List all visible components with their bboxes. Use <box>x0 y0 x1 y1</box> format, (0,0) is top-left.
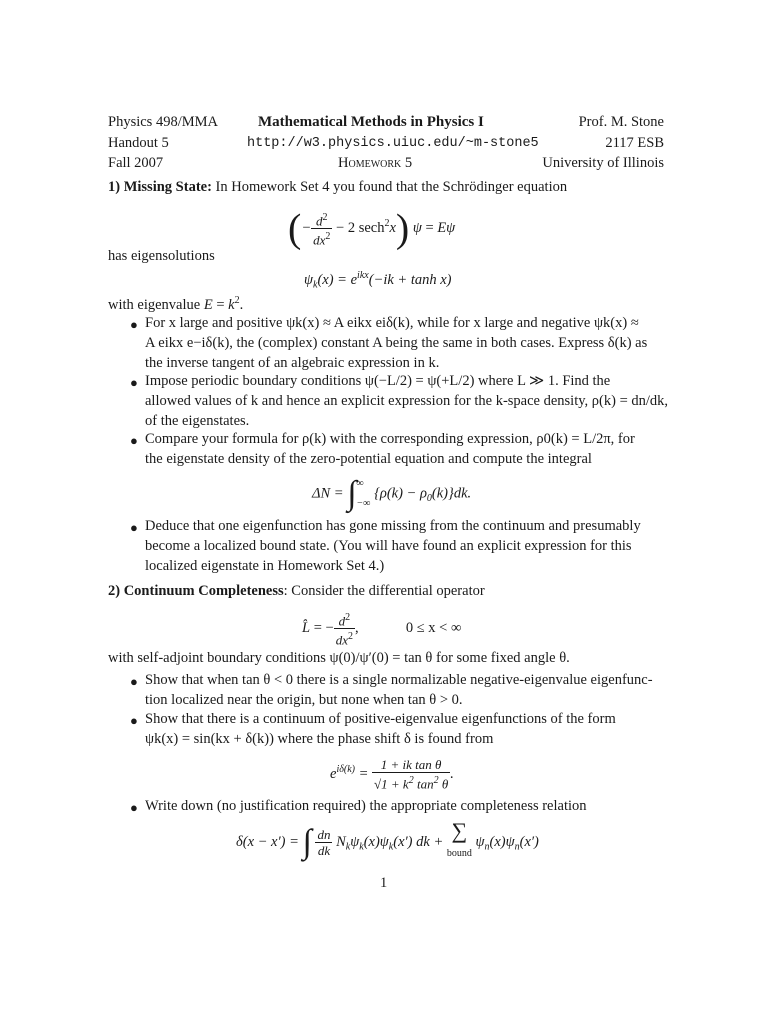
delta-n-integral: ΔN = ∫∞ −∞ $\{\rho(k) - \rho_0(k)\}dk$. <box>312 475 472 512</box>
bullet-icon: ● <box>130 713 138 728</box>
p1-b1-line1: For x large and positive ψk(x) ≈ A eikx eiδ(k), while for x large and negative ψk(x) ≈ <box>145 315 639 331</box>
p1-b4-line2: become a localized bound state. (You will have found an explicit expression for this <box>145 538 632 554</box>
completeness-relation: δ(x − x′) = ∫ $\frac{dn}{dk}$ $N_k\psi_k(x)\psi_k(x')$ dk + ∑ bound $\psi_n(x)\psi_n(x')$ <box>236 818 539 861</box>
bullet-icon: ● <box>130 433 138 448</box>
page-number: 1 <box>380 875 388 891</box>
problem-2-heading: 2) Continuum Completeness <box>108 583 284 599</box>
office-room: 2117 ESB <box>605 135 664 151</box>
p1-b1-line2: A eikx e−iδ(k), the (complex) constant A being the same in both cases. Express δ(k) as <box>145 335 648 351</box>
p1-b2-line3: of the eigenstates. <box>145 413 250 429</box>
operator-equation: L̂ = − $\frac{d^2}{dx^2}$ , 0 ≤ x < ∞ <box>302 611 462 648</box>
course-url-link[interactable]: http://w3.physics.uiuc.edu/~m-stone5 <box>247 136 539 151</box>
bullet-icon: ● <box>130 375 138 390</box>
p1-b1-line3: the inverse tangent of an algebraic expression in k. <box>145 355 440 371</box>
problem-1-heading: 1) Missing State: <box>108 179 212 195</box>
eigensolutions-text: has eigensolutions <box>108 248 215 264</box>
problem-2-intro <box>108 582 485 601</box>
phase-shift-equation: $e^{i\delta(k)}$ = $\frac{\text{1 + ik tan θ}}{√1 + k^2 \tan^2 \theta}$ . <box>330 757 454 792</box>
p1-b4-line3: localized eigenstate in Homework Set 4.) <box>145 558 385 574</box>
p1-b2-line2: allowed values of k and hence an explicit expression for the k-space density, ρ(k) = dn/dk, <box>145 393 669 409</box>
handout-label: Handout 5 <box>108 135 169 151</box>
term-label: Fall 2007 <box>108 155 164 171</box>
bullet-icon: ● <box>130 317 138 332</box>
course-label: Physics 498/MMA <box>108 114 218 130</box>
schrodinger-equation: (− $\frac{d^2}{dx^2}$ − 2 sech$^2$x) ψ = Eψ <box>288 205 456 251</box>
bullet-icon: ● <box>130 674 138 689</box>
p2-b1-line1: Show that when tan θ < 0 there is a single normalizable negative-eigenvalue eigenfunc- <box>145 672 653 688</box>
p2-b1-line2: tion localized near the origin, but none when tan θ > 0. <box>145 692 463 708</box>
p1-b3-line2: the eigenstate density of the zero-potential equation and compute the integral <box>145 451 592 467</box>
bullet-icon: ● <box>130 520 138 535</box>
eigensolution-equation: $\psi_k(x) = e^{ikx}(-ik + \tanh x)$ <box>304 270 452 291</box>
sum-bound-label: bound <box>446 848 472 859</box>
operator-range: 0 ≤ x < ∞ <box>405 620 462 636</box>
page-title: Mathematical Methods in Physics I <box>258 114 484 130</box>
university-name: University of Illinois <box>542 155 664 171</box>
bullet-icon: ● <box>130 800 138 815</box>
p1-b4-line1: Deduce that one eigenfunction has gone missing from the continuum and presumably <box>145 518 641 534</box>
problem-2-text: : Consider the differential operator <box>283 583 485 599</box>
eigenvalue-line: with eigenvalue $E = k^2$. <box>108 295 244 313</box>
eigenvalue-text: with eigenvalue <box>108 296 201 313</box>
p2-b3-line1: Write down (no justification required) the appropriate completeness relation <box>145 798 587 814</box>
p1-b2-line1: Impose periodic boundary conditions ψ(−L/2) = ψ(+L/2) where L ≫ 1. Find the <box>145 373 611 389</box>
p1-b3-line1: Compare your formula for ρ(k) with the corresponding expression, ρ0(k) = L/2π, for <box>145 431 635 447</box>
boundary-conditions-text: with self-adjoint boundary conditions ψ(0)/ψ′(0) = tan θ for some fixed angle θ. <box>108 650 570 666</box>
problem-1-intro <box>108 178 567 197</box>
p2-b2-line1: Show that there is a continuum of positive-eigenvalue eigenfunctions of the form <box>145 711 616 727</box>
instructor-name: Prof. M. Stone <box>578 114 664 130</box>
problem-1-text: In Homework Set 4 you found that the Schrödinger equation <box>215 179 568 195</box>
homework-label: Homework 5 <box>338 155 413 171</box>
p2-b2-line2: ψk(x) = sin(kx + δ(k)) where the phase shift δ is found from <box>145 731 494 747</box>
